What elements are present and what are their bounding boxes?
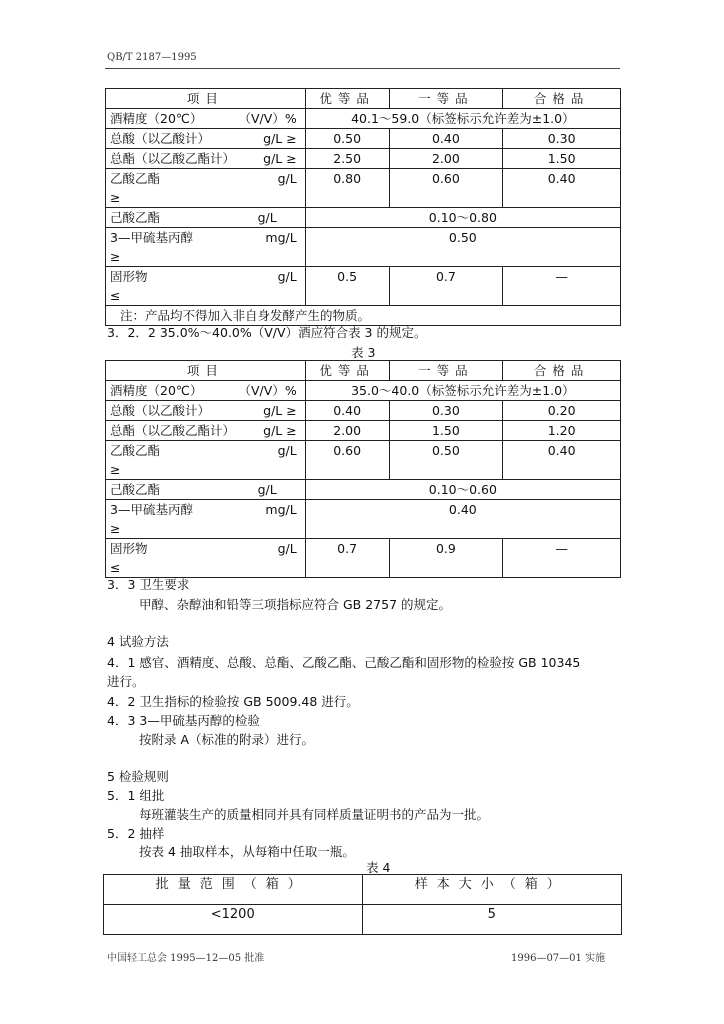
cell-value: 0.50	[389, 441, 503, 480]
table-row	[106, 421, 621, 441]
section-3-3-body: 甲醇、杂醇油和铅等三项指标应符合 GB 2757 的规定。	[139, 597, 451, 612]
cell-batch-range: <1200	[104, 905, 363, 935]
cell-value: 2.00	[305, 421, 389, 441]
cell-value: 0.50	[305, 228, 620, 267]
table-row	[106, 480, 621, 500]
row-unit: g/L ≥	[263, 423, 297, 438]
clause-4-2: 4．2 卫生指标的检验按 GB 5009.48 进行。	[107, 694, 359, 709]
row-unit: g/L ≥	[263, 151, 297, 166]
cell-value: 40.1～59.0（标签标示允许差为±1.0）	[305, 109, 620, 129]
clause-4-1: 4．1 感官、酒精度、总酸、总酯、乙酸乙酯、己酸乙酯和固形物的检验按 GB 10345	[107, 655, 581, 670]
row-label: 3—甲硫基丙醇	[110, 502, 193, 517]
row-label: 乙酸乙酯	[110, 443, 161, 458]
col-header-sample-size: 样本大小（箱）	[362, 875, 622, 905]
cell-value: 0.60	[305, 441, 389, 480]
row-label: 酒精度（20℃）	[110, 111, 203, 126]
col-header-item: 项目	[106, 361, 306, 381]
table-row	[106, 500, 621, 539]
cell-value: 0.40	[503, 441, 621, 480]
table-row	[106, 267, 621, 306]
row-unit: g/L	[277, 269, 297, 284]
row-label: 己酸乙酯	[110, 482, 161, 497]
table-3	[105, 360, 621, 578]
row-label: 3—甲硫基丙醇	[110, 230, 193, 245]
cell-value: 0.40	[305, 401, 389, 421]
table-header-row	[106, 361, 621, 381]
row-label: 总酯（以乙酸乙酯计）	[110, 423, 236, 438]
row-comparator: ≥	[110, 190, 121, 205]
cell-value: —	[503, 539, 621, 578]
table-row	[106, 228, 621, 267]
cell-value: 0.9	[389, 539, 503, 578]
row-unit: g/L	[277, 171, 297, 186]
col-header-premium: 优等品	[305, 89, 389, 109]
cell-value: 35.0～40.0（标签标示允许差为±1.0）	[305, 381, 620, 401]
cell-value: 0.40	[389, 129, 503, 149]
section-3-3: 3．3 卫生要求	[107, 577, 190, 592]
col-header-first: 一等品	[389, 89, 503, 109]
clause-3-2-2: 3．2．2 35.0%～40.0%（V/V）酒应符合表 3 的规定。	[107, 325, 427, 340]
cell-value: 0.20	[503, 401, 621, 421]
table-header-row	[106, 89, 621, 109]
clause-4-1-continued: 进行。	[107, 674, 145, 689]
col-header-batch-range: 批量范围（箱）	[104, 875, 363, 905]
cell-value: 0.60	[389, 169, 503, 208]
approval-date: 中国轻工总会 1995—12—05 批准	[107, 953, 265, 964]
col-header-first: 一等品	[389, 361, 503, 381]
row-unit: g/L	[277, 541, 297, 556]
col-header-item: 项目	[106, 89, 306, 109]
row-unit: g/L ≥	[263, 403, 297, 418]
effective-date: 1996—07—01 实施	[511, 953, 606, 964]
row-unit: （V/V）%	[238, 111, 297, 126]
table-header-row	[104, 875, 622, 905]
row-label: 总酯（以乙酸乙酯计）	[110, 151, 236, 166]
cell-value: 0.40	[305, 500, 620, 539]
clause-4-3-body: 按附录 A（标准的附录）进行。	[139, 732, 315, 747]
table-row	[106, 149, 621, 169]
clause-5-1-body: 每班灌装生产的质量相同并具有同样质量证明书的产品为一批。	[139, 807, 490, 822]
cell-sample-size: 5	[362, 905, 622, 935]
row-label: 酒精度（20℃）	[110, 383, 203, 398]
section-4-heading: 4 试验方法	[107, 634, 169, 649]
table-row	[106, 129, 621, 149]
table-row	[106, 539, 621, 578]
table-row	[104, 905, 622, 935]
cell-value: 0.30	[503, 129, 621, 149]
table-4	[103, 874, 622, 935]
row-unit: g/L	[257, 210, 277, 225]
table-row	[106, 401, 621, 421]
table-row	[106, 441, 621, 480]
table-4-caption: 表 4	[366, 860, 391, 875]
table-3-caption: 表 3	[351, 345, 376, 360]
table-row	[106, 109, 621, 129]
cell-value: 0.40	[503, 169, 621, 208]
row-unit: （V/V）%	[238, 383, 297, 398]
row-comparator: ≤	[110, 560, 121, 575]
row-comparator: ≥	[110, 462, 121, 477]
table-row	[106, 381, 621, 401]
row-unit: g/L	[257, 482, 277, 497]
table-row	[106, 169, 621, 208]
col-header-qualified: 合格品	[503, 89, 621, 109]
cell-value: 0.50	[305, 129, 389, 149]
col-header-qualified: 合格品	[503, 361, 621, 381]
cell-value: 0.10～0.80	[305, 208, 620, 228]
table-row	[106, 208, 621, 228]
row-label: 己酸乙酯	[110, 210, 161, 225]
col-header-premium: 优等品	[305, 361, 389, 381]
row-label: 固形物	[110, 269, 148, 284]
cell-value: 0.30	[389, 401, 503, 421]
cell-value: 0.80	[305, 169, 389, 208]
clause-5-2: 5．2 抽样	[107, 826, 165, 841]
cell-value: 2.00	[389, 149, 503, 169]
table-2	[105, 88, 621, 326]
row-comparator: ≥	[110, 521, 121, 536]
cell-value: 0.7	[305, 539, 389, 578]
header-rule	[105, 68, 620, 69]
cell-value: 1.50	[503, 149, 621, 169]
row-unit: g/L	[277, 443, 297, 458]
cell-value: 0.5	[305, 267, 389, 306]
row-label: 总酸（以乙酸计）	[110, 403, 211, 418]
cell-value: 2.50	[305, 149, 389, 169]
row-unit: g/L ≥	[263, 131, 297, 146]
cell-value: 1.20	[503, 421, 621, 441]
cell-value: —	[503, 267, 621, 306]
row-comparator: ≤	[110, 288, 121, 303]
cell-value: 0.7	[389, 267, 503, 306]
row-label: 总酸（以乙酸计）	[110, 131, 211, 146]
cell-value: 0.10～0.60	[305, 480, 620, 500]
row-unit: mg/L	[265, 230, 297, 245]
section-5-heading: 5 检验规则	[107, 769, 169, 784]
clause-5-1: 5．1 组批	[107, 788, 165, 803]
document-code: QB/T 2187—1995	[107, 52, 197, 63]
row-comparator: ≥	[110, 249, 121, 264]
row-label: 乙酸乙酯	[110, 171, 161, 186]
row-label: 固形物	[110, 541, 148, 556]
cell-value: 1.50	[389, 421, 503, 441]
row-unit: mg/L	[265, 502, 297, 517]
table-note: 注：产品均不得加入非自身发酵产生的物质。	[106, 306, 621, 326]
clause-4-3: 4．3 3—甲硫基丙醇的检验	[107, 713, 260, 728]
clause-5-2-body: 按表 4 抽取样本，从每箱中任取一瓶。	[139, 844, 355, 859]
